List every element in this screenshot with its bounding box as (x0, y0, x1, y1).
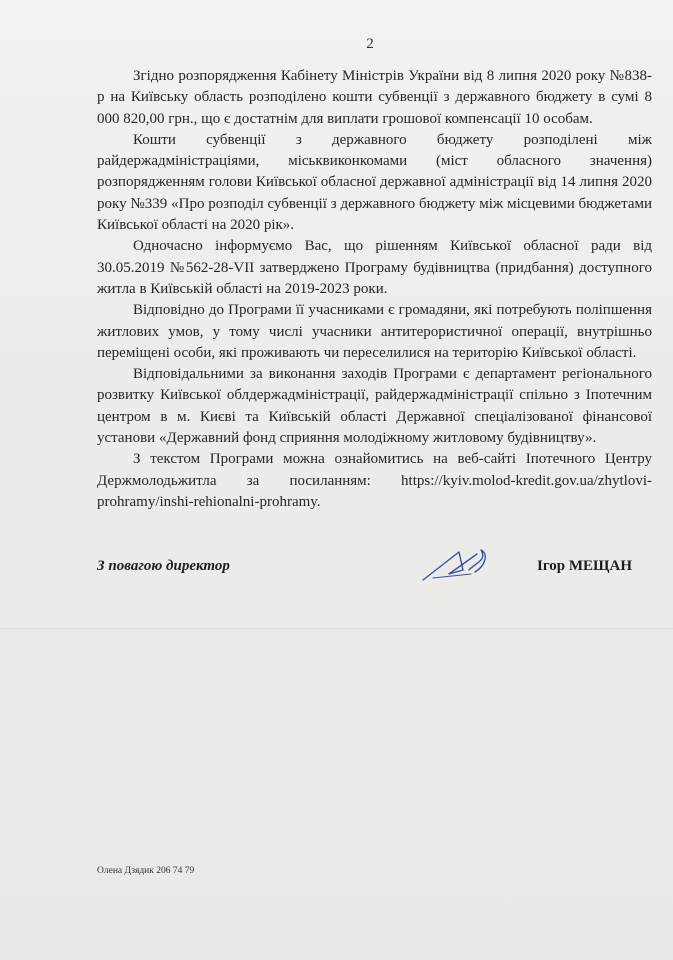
paragraph-program-participants: Відповідно до Програми її учасниками є громадяни, які потребують поліпшення житлових умов, у тому числі учасники антитерористичної операції, внутрішньо переміщені особи, які проживають чи переселилися на територію Київської області. (97, 302, 652, 361)
executor-footer: Олена Дзядик 206 74 79 (97, 866, 195, 876)
signature-block (97, 556, 637, 596)
page-number: 2 (366, 36, 374, 52)
paragraph-responsible-parties: Відповідальними за виконання заходів Програми є департамент регіонального розвитку Київської облдержадміністрації, райдержадміністрації спільно з Іпотечним центром в м. Києві та Київській області Державної спеціалізованої фінансової установи «Державний фонд сприяння молодіжному житловому будівництву». (97, 366, 652, 447)
signature-closing: З повагою директор (97, 558, 230, 574)
paragraph-program-approval: Одночасно інформуємо Вас, що рішенням Київської обласної ради від 30.05.2019 №562-28-VII затверджено Програму будівництва (придбання) доступного житла в Київській області на 2019-2023 роки. (97, 238, 652, 297)
letter-body (97, 66, 652, 513)
paragraph-subvention-allocation: Згідно розпорядження Кабінету Міністрів України від 8 липня 2020 року №838-р на Київську область розподілено кошти субвенції з державного бюджету в сумі 8 000 820,00 грн., що є достатнім для виплати грошової компенсації 10 особам. (97, 68, 652, 127)
handwritten-signature-icon (419, 540, 499, 584)
paragraph-subvention-distribution: Кошти субвенції з державного бюджету розподілені між райдержадміністраціями, міськвиконкомами (міст обласного значення) розпорядженням голови Київської обласної державної адміністрації від 14 липня 2020 року №339 «Про розподіл субвенції з державного бюджету між місцевими бюджетами Київської області на 2020 рік». (97, 131, 652, 234)
signatory-name: Ігор МЕЩАН (537, 558, 633, 574)
paper-fold-line (0, 628, 673, 629)
paragraph-program-link: З текстом Програми можна ознайомитись на веб-сайті Іпотечного Центру Держмолодьжитла за посиланням: https://kyiv.molod-kredit.gov.ua/zhytlovi-prohramy/inshi-rehionalni-prohramy. (97, 451, 652, 510)
